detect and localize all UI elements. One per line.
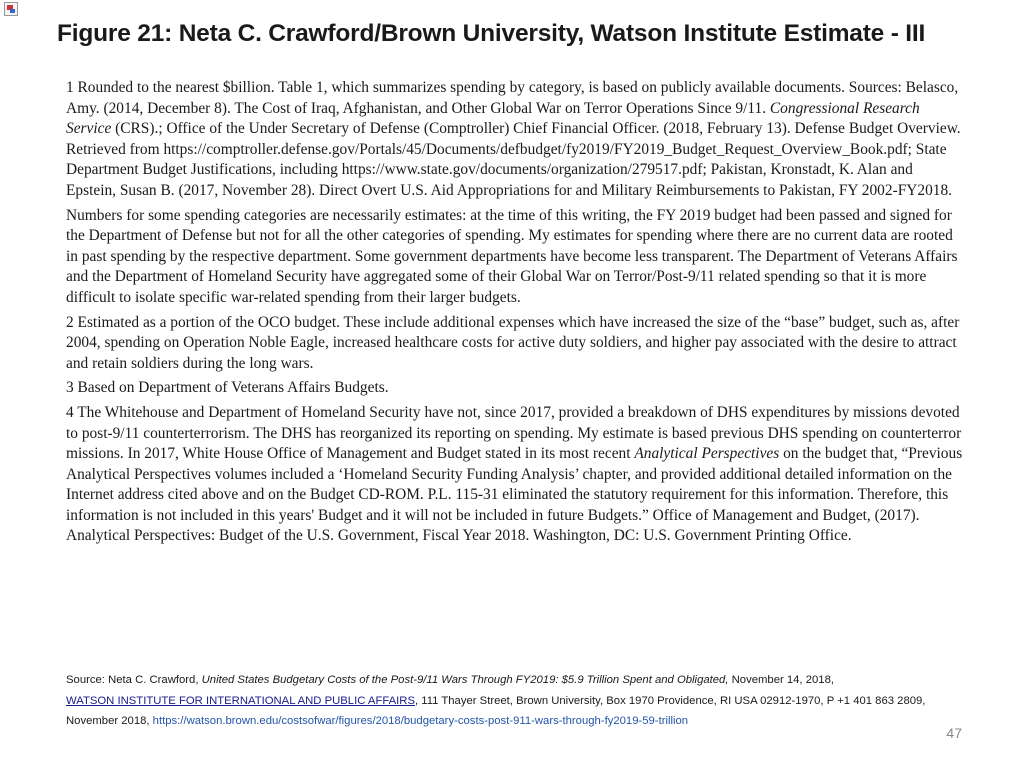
- page-title: Figure 21: Neta C. Crawford/Brown University, Watson Institute Estimate - III: [57, 20, 926, 47]
- footnote-1: 1 Rounded to the nearest $billion. Table 1, which summarizes spending by category, is based on publicly available documents. Sources: Belasco, Amy. (2014, December 8). The Cost of Iraq, Afghanistan, and Other Global War on Terror Operations Since 9/11. Congressional Research Service (CRS).; Office of the Under Secretary of Defense (Comptroller) Chief Financial Officer. (2018, February 13). Defense Budget Overview. Retrieved from https://comptroller.defense.gov/Portals/45/Documents/defbudget/fy2019/FY2019_Budget_Request_Overview_Book.pdf; State Department Budget Justifications, including https://www.state.gov/documents/organization/279517.pdf; Pakistan, Kronstadt, K. Alan and Epstein, Susan B. (2017, November 28). Direct Overt U.S. Aid Appropriations for and Military Reimbursements to Pakistan, FY 2002-FY2018.: [66, 79, 961, 199]
- source-citation: Source: Neta C. Crawford, United States Budgetary Costs of the Post-9/11 Wars Through FY2019: $5.9 Trillion Spent and Obligated, November 14, 2018, WATSON INSTITUTE FOR INTERNATIONAL AND PUBLIC AFFAIRS, 111 Thayer Street, Brown University, Box 1970 Providence, RI USA 02912-1970, P +1 401 863 2809, November 2018, https://watson.brown.edu/costsofwar/figures/2018/budgetary-costs-post-911-wars-through-fy2019-59-trillion: [66, 674, 926, 728]
- source-url-link[interactable]: https://watson.brown.edu/costsofwar/figures/2018/budgetary-costs-post-911-wars-through-fy2019-59-trillion: [152, 715, 689, 728]
- estimates-paragraph: Numbers for some spending categories are necessarily estimates: at the time of this writing, the FY 2019 budget had been passed and signed for the Department of Defense but not for all the other categories of spending. My estimates for spending where there are no current data are rooted in past spending by the respective department. Some government departments have become less transparent. The Department of Veterans Affairs and the Department of Homeland Security have aggregated some of their Global War on Terror/Post-9/11 related spending so that it is more difficult to isolate specific war-related spending from their larger budgets.: [66, 206, 958, 306]
- broken-image-icon: [4, 2, 18, 16]
- page-number: 47: [946, 725, 962, 741]
- footnote-2: 2 Estimated as a portion of the OCO budget. These include additional expenses which have increased the size of the “base” budget, such as, after 2004, spending on Operation Noble Eagle, increased healthcare costs for active duty soldiers, and higher pay associated with the desire to attract and retain soldiers during the long wars.: [66, 313, 960, 372]
- footnote-3: 3 Based on Department of Veterans Affairs Budgets.: [66, 379, 389, 397]
- footnotes-body: [66, 78, 966, 551]
- watson-institute-link[interactable]: WATSON INSTITUTE FOR INTERNATIONAL AND PUBLIC AFFAIRS: [66, 694, 415, 707]
- footnote-4: 4 The Whitehouse and Department of Homeland Security have not, since 2017, provided a breakdown of DHS expenditures by missions devoted to post-9/11 counterterrorism. The DHS has reorganized its reporting on spending. My estimate is based previous DHS spending on counterterror missions. In 2017, White House Office of Management and Budget stated in its most recent Analytical Perspectives on the budget that, “Previous Analytical Perspectives volumes included a ‘Homeland Security Funding Analysis’ chapter, and provided additional detailed information on the Internet address cited above and on the Budget CD-ROM. P.L. 115-31 eliminated the statutory requirement for this information. Therefore, this information is not included in this years' Budget and it will not be included in future Budgets.” Office of Management and Budget, (2017). Analytical Perspectives: Budget of the U.S. Government, Fiscal Year 2018. Washington, DC: U.S. Government Printing Office.: [66, 403, 963, 545]
